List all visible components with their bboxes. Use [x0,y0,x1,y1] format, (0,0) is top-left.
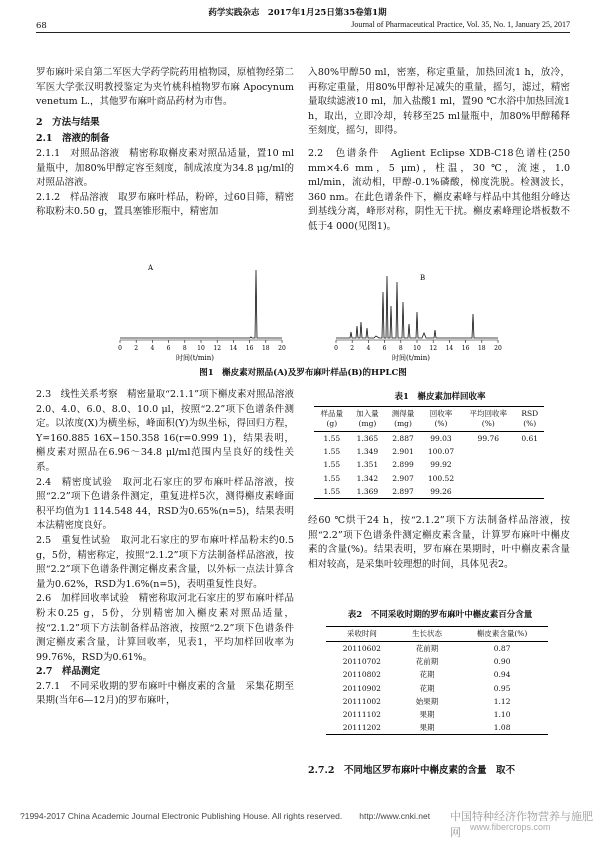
table1-header-3: 回收率 (%) [429,409,453,428]
table-1-caption: 表1 槲皮素加样回收率 [394,392,486,402]
axis-tick-label: 20 [278,345,286,352]
table1-cell: 1.349 [356,447,379,457]
paragraph-2-7-2: 2.7.2 不同地区罗布麻叶中槲皮素的含量 取不 [308,765,515,776]
table1-header-2: 测得量 (mg) [391,409,415,428]
axis-tick-label: 18 [477,345,486,352]
table1-cell: 1.342 [356,473,379,483]
chromatogram-a-trace [120,270,282,338]
table1-cell: 1.55 [323,460,341,470]
axis-tick-label: 4 [150,345,155,352]
page-number: 68 [36,21,47,31]
chromatogram-b-trace [336,276,498,338]
table2-row [326,708,548,721]
table1-cell: 2.901 [392,447,414,457]
table-1 [314,406,544,499]
table2-cell: 果期 [419,723,435,733]
table2-cell: 花期 [419,683,435,693]
table2-cell: 20110602 [342,644,381,654]
right-column-mid [308,514,570,572]
table2-header-2: 槲皮素含量(%) [476,629,528,638]
table2-cell: 20110902 [342,683,381,693]
table2-cell: 果期 [419,710,435,720]
table2-header-1: 生长状态 [412,629,442,638]
table2-cell: 20111002 [342,696,381,706]
table-2 [326,626,548,735]
figure-1-caption: 图1 槲皮素对照品(A)及罗布麻叶样品(B)的HPLC图 [199,368,407,378]
table-2-caption: 表2 不同采收时期的罗布麻叶中槲皮素百分含量 [347,610,533,620]
table1-cell: 99.03 [430,434,452,444]
chromatogram-b-xlabel: 时间(t/min) [392,354,431,362]
axis-tick-label: 2 [134,345,139,352]
table1-cell: 99.92 [430,460,452,470]
axis-tick-label: 10 [197,345,205,352]
material-source-paragraph: 罗布麻叶采自第二军医大学药学院药用植物园，原植物经第二军医大学张汉明教授鉴定为夹竹桃科植物罗布麻 Apocynum venetum L.，其他罗布麻叶商品药材为市售。 [36,67,294,108]
chromatogram-a-xlabel: 时间(t/min) [176,354,215,362]
table1-cell: 2.907 [392,473,414,483]
axis-tick-label: 4 [366,345,371,352]
paragraph-2-3: 2.3 线性关系考察 精密量取“2.1.1”项下槲皮素对照品溶液2.0、4.0、6.0、8.0、10.0 μl，按照“2.2”项下色谱条件测定。以浓度(X)为横坐标，峰面积(Y)为纵坐标，得回归方程，Y=160.885 16X−150.358 16(r=0.999 1)，结果表明，槲皮素对照品在6.96～34.8 μl/ml范围内呈良好的线性关系。 [36,389,294,473]
axis-tick-label: 2 [350,345,355,352]
table1-cell [515,458,544,471]
table2-cell: 20110802 [342,670,381,680]
axis-tick-label: 20 [494,345,502,352]
axis-tick-label: 6 [166,345,171,352]
table1-row [314,458,544,471]
table2-cell: 0.90 [493,657,511,667]
chromatogram-b-label: B [420,274,426,282]
axis-tick-label: 16 [461,345,470,352]
table1-header-5: RSD (%) [521,409,539,428]
table1-header-0: 样品量 (g) [320,409,344,428]
paragraph-2-1-2-cont: 入80%甲醇50 ml，密塞，称定重量，加热回流1 h，放冷，再称定重量，用80%甲醇补足减失的重量，摇匀，滤过，精密量取续滤液10 ml，加入盐酸1 ml，置90 ℃水浴中加热回流1 h，取出，立即冷却，转移至25 ml量瓶中，加80%甲醇稀释至刻度，摇匀，即得。 [308,67,570,137]
paragraph-2-6: 2.6 加样回收率试验 精密称取河北石家庄的罗布麻叶样品粉末0.25 g，5份，分别精密加入槲皮素对照品适量，按“2.1.2”项下方法制备样品溶液，按照“2.2”项下色谱条件测定槲皮素含量，计算回收率，见表1，平均加样回收率为99.76%，RSD为0.61%。 [36,593,294,663]
axis-tick-label: 0 [118,345,122,352]
table2-cell: 1.08 [493,723,511,733]
table1-cell [515,472,544,485]
table1-header-1: 加入量 (mg) [356,409,379,428]
axis-tick-label: 18 [261,345,270,352]
table1-cell [515,445,544,458]
table2-cell: 0.87 [493,644,511,654]
table2-cell: 1.12 [493,696,511,706]
copyright-footer: ?1994-2017 China Academic Journal Electronic Publishing House. All rights reserved. http://www.cnki.net [20,811,431,821]
paragraph-2-7-1: 2.7.1 不同采收期的罗布麻叶中槲皮素的含量 采集花期至果期(当年6—12月)的罗布麻叶， [36,680,294,707]
journal-header-cn: 药学实践杂志 2017年1月25日第35卷第1期 [208,8,387,18]
chromatogram-a-label: A [148,264,154,272]
axis-tick-label: 6 [382,345,387,352]
table1-cell [461,458,515,471]
table1-cell: 99.76 [477,434,500,444]
paragraph-2-4: 2.4 精密度试验 取河北石家庄的罗布麻叶样品溶液，按照“2.2”项下色谱条件测定，重复进样5次，测得槲皮素峰面积平均值为1 114.548 44，RSD为0.65%(n=5)，结果表明本法精密度良好。 [36,476,294,532]
chromatogram-a-ticks [118,340,286,352]
table1-row [314,472,544,485]
table2-cell: 20110702 [342,657,381,667]
axis-tick-label: 14 [445,345,454,352]
table1-cell [461,472,515,485]
table1-cell: 2.899 [392,460,414,470]
table1-cell: 1.351 [356,460,379,470]
chromatogram-b-ticks [334,340,502,352]
table1-cell [515,485,544,499]
table1-cell: 100.52 [427,473,455,483]
table1-cell: 99.26 [430,486,452,496]
watermark-text: 中国特种经济作物营养与施肥网 [450,811,593,839]
axis-tick-label: 8 [398,345,403,352]
table2-cell: 20111102 [342,710,381,720]
right-column-top [308,66,570,235]
axis-tick-label: 14 [229,345,238,352]
left-column-bottom [36,388,294,709]
chromatogram-b [334,274,502,362]
header-rule [36,32,570,33]
table1-header-4: 平均回收率 (%) [469,409,508,428]
table2-cell: 1.10 [493,710,511,720]
table2-row [326,668,548,681]
table1-cell: 2.887 [392,434,414,444]
table1-cell: 1.55 [323,434,341,444]
table2-row [326,695,548,708]
table2-row [326,655,548,668]
paragraph-2-1-1: 2.1.1 对照品溶液 精密称取槲皮素对照品适量，置10 ml量瓶中，加80%甲醇定容至刻度，制成浓度为34.8 μg/ml的对照品溶液。 [36,147,294,189]
table1-cell: 2.897 [392,486,414,496]
paragraph-2-5: 2.5 重复性试验 取河北石家庄的罗布麻叶样品粉末约0.5 g，5份，精密称定，按照“2.1.2”项下方法制备样品溶液，按照“2.2”项下色谱条件测定槲皮素含量，以外标一点法计算含量为0.62%，RSD为1.6%(n=5)，表明重复性良好。 [36,534,294,590]
table1-cell: 1.55 [323,447,341,457]
table2-cell: 花前期 [415,657,439,667]
table2-cell: 20111202 [342,723,381,733]
paragraph-2-1-2: 2.1.2 样品溶液 取罗布麻叶样品，粉碎，过60目筛，精密称取粉末0.50 g，置具塞锥形瓶中，精密加 [36,191,294,218]
table2-cell: 0.94 [493,670,511,680]
table1-cell [461,485,515,499]
axis-tick-label: 8 [182,345,187,352]
axis-tick-label: 0 [334,345,338,352]
section-2-1-heading: 2.1 溶液的制备 [36,133,110,145]
journal-header-en: Journal of Pharmaceutical Practice, Vol. 35, No. 1, January 25, 2017 [351,20,570,29]
section-2-7-heading: 2.7 样品测定 [36,666,101,678]
left-column-top [36,66,294,220]
table1-cell: 1.365 [356,434,379,444]
paragraph-2-7-1-cont: 经60 ℃烘干24 h，按“2.1.2”项下方法制备样品溶液，按照“2.2”项下色谱条件测定槲皮素含量，计算罗布麻叶中槲皮素的含量(%)。结果表明，罗布麻在果期时，叶中槲皮素含量相对较高，是采集叶较理想的时间，具体见表2。 [308,515,570,570]
table2-row [326,682,548,695]
axis-tick-label: 12 [429,345,438,352]
chromatogram-a [118,264,286,362]
paragraph-2-2: 2.2 色谱条件 Aglient Eclipse XDB-C18色谱柱(250 mm×4.6 mm，5 μm)，柱温，30 ℃，流速，1.0 ml/min，流动相，甲醇-0.1%磷酸，梯度洗脱。检测波长，360 nm。在此色谱条件下，槲皮素峰与样品中其他组分峰达到基线分离，峰形对称，阴性无干扰。槲皮素峰理论塔板数不低于4 000(见图1)。 [308,147,570,232]
table2-cell: 始果期 [415,696,439,706]
table2-cell: 花期 [419,670,435,680]
table1-cell: 1.55 [323,486,341,496]
watermark-url: www.fibercrops.com [470,822,551,832]
table1-cell: 1.55 [323,473,341,483]
table2-cell: 0.95 [493,683,511,693]
table1-cell: 1.369 [356,486,379,496]
table2-row [326,642,548,656]
table1-cell: 100.07 [427,447,455,457]
table1-cell: 0.61 [521,434,539,444]
section-2-heading: 2 方法与结果 [36,116,100,128]
figure-1-chromatograms [108,262,548,368]
axis-tick-label: 16 [245,345,254,352]
axis-tick-label: 12 [213,345,222,352]
table2-header-0: 采收时间 [346,629,377,638]
table1-row [314,445,544,458]
table1-row [314,485,544,499]
axis-tick-label: 10 [413,345,421,352]
table2-row [326,721,548,735]
table2-cell: 花前期 [415,644,439,654]
table1-cell [461,445,515,458]
table1-row [314,432,544,446]
